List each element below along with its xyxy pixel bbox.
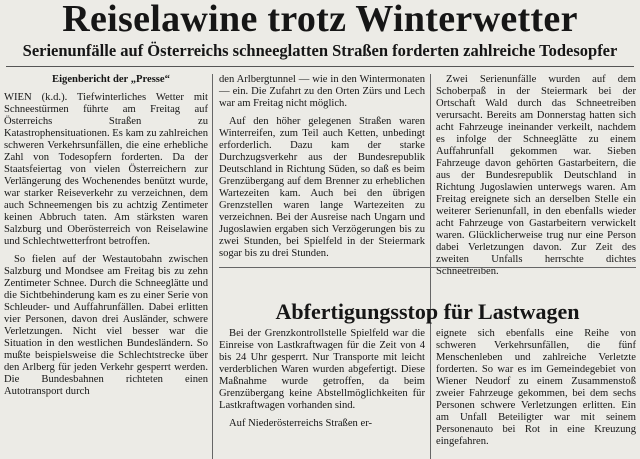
column-2 (219, 74, 425, 264)
subheadline: Serienunfälle auf Österreichs schneeglatten Straßen forderten zahlreiche Todesopfer (22, 41, 618, 60)
column-3 (436, 74, 636, 277)
column-2-lower (219, 328, 425, 459)
paragraph: Auf Niederösterreichs Straßen er- (229, 418, 373, 429)
column-divider (212, 74, 213, 459)
second-headline: Abfertigungsstop für Lastwagen (275, 299, 580, 324)
paragraph: Auf den höher gelegenen Straßen waren Winterreifen, zum Teil auch Ketten, unbedingt erforderlich. Dazu kam der starke Durchzugsverkehr aus der Bundesrepublik Deutschland in Richtung Süden, so daß es beim Grenzübergang auf dem Brenner zu erheblichen Wartezeiten kam. Auch bei den übrigen Grenzstellen waren lange Wartezeiten zu verzeichnen. Bei der Ausreise nach Ungarn und Jugoslawien ergaben sich Verzögerungen bis zu zwei Stunden, bei Spielfeld in der Steiermark sogar bis zu drei Stunden. (219, 116, 425, 259)
column-1 (4, 74, 208, 459)
section-rule (219, 267, 636, 268)
byline: Eigenbericht der „Presse“ (52, 74, 170, 85)
paragraph: WIEN (k.d.). Tiefwinterliches Wetter mit Schneestürmen führte am Freitag auf Österreichs Straßen zu Katastrophensituationen. Es kam zu zahlreichen schweren Verkehrsunfällen, die eine erhebliche Zahl von Todesopfern forderten. Da der Staatsfeiertag von vielen Österreichern zur Verlängerung des Wochenendes benützt wurde, war starker Reiseverkehr zu verzeichnen, dem auch Schneemengen bis zu achtzig Zentimeter keinen Abbruch taten. Am stärksten waren Salzburg und Oberösterreich von Reiselawine und Schlechtwetterfront betroffen. (4, 92, 208, 247)
paragraph: Bei der Grenzkontrollstelle Spielfeld war die Einreise von Lastkraftwagen für die Zeit von 4 bis 24 Uhr gesperrt. Nur Transporte mit leicht verderblichen Waren wurden abgefertigt. Diese Maßnahme wurde getroffen, da beim Grenzübergang keine Abstellmöglichkeiten für Lastkraftwagen vorhanden sind. (219, 328, 425, 411)
paragraph: eignete sich ebenfalls eine Reihe von schweren Verkehrsunfällen, die fünf Menschenleben und zahlreiche Verletzte forderten. So war es im Gemeindegebiet von Wiener Neudorf zu einem Zusammenstoß zweier Fahrzeuge gekommen, bei dem sechs Personen schwere Verletzungen erlitten. Ein am Unfall Beteiligter war mit seinem Personenauto bei Rot in eine Kreuzung eingefahren. (436, 328, 636, 447)
paragraph: Zwei Serienunfälle wurden auf dem Schoberpaß in der Steiermark bei der Ortschaft Wald durch das Schneetreiben verursacht. Bereits am Donnerstag hatten sich acht Fahrzeuge ineinander verkeilt, nachdem es infolge der Schneeglätte zu einem Auffahrunfall gekommen war. Sieben Fahrzeuge davon gehörten Gastarbeitern, die aus der Bundesrepublik Deutschland in Richtung Jugoslawien unterwegs waren. Am Freitag ereignete sich an derselben Stelle ein weiterer Serienunfall, in den ebenfalls wieder acht Fahrzeuge von Gastarbeitern verwickelt waren. Glücklicherweise trug nur eine Person dabei Verletzungen davon. Zur Zeit des zweiten Unfalls herrschte dichtes Schneetreiben. (436, 74, 636, 277)
headline: Reiselawine trotz Winterwetter (62, 0, 578, 40)
paragraph: den Arlbergtunnel — wie in den Wintermonaten — ein. Die Zufahrt zu den Orten Zürs und Lech war am Freitag nicht möglich. (219, 74, 425, 109)
headline-rule (6, 66, 634, 67)
column-3-lower (436, 328, 636, 459)
paragraph: So fielen auf der Westautobahn zwischen Salzburg und Mondsee am Freitag bis zu zehn Zentimeter Schnee. Durch die Schneeglätte und die Sichtbehinderung kam es zu einer Serie von Schleuder- und Auffahrunfällen. Dabei erlitten vier Personen, davon drei Ausländer, schwere Verletzungen. Nicht viel besser war die Situation in den westlichen Bundesländern. So mußte beispielsweise die Schlechtstrecke über den Arlberg für jeden Verkehr gesperrt werden. Die Bundesbahnen richteten einen Autotransport durch (4, 254, 208, 397)
